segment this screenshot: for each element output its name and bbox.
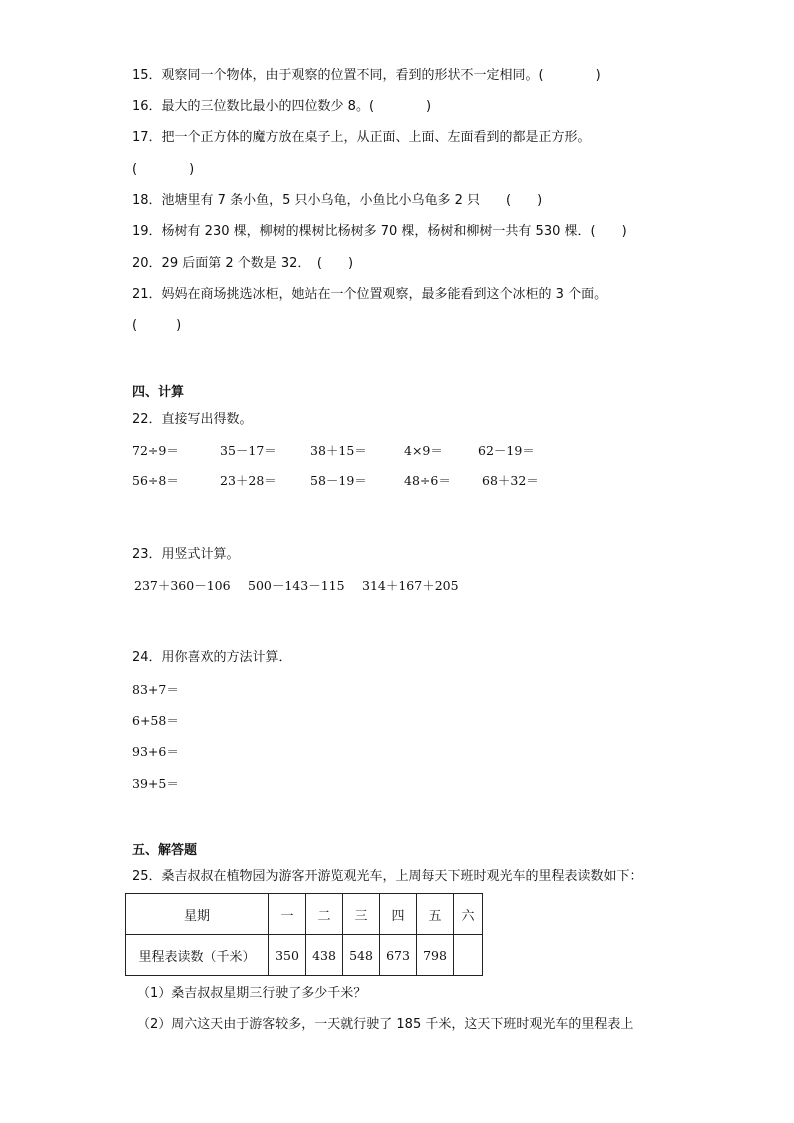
question-21: 21．妈妈在商场挑选冰柜，她站在一个位置观察，最多能看到这个冰柜的 3 个面。 — [132, 287, 608, 302]
q22-item: 23＋28＝ — [220, 473, 277, 488]
table-header-row — [126, 894, 483, 935]
q22-item: 56÷8＝ — [132, 473, 179, 488]
table-value: 798 — [417, 935, 454, 976]
question-25-sub-1: （1）桑吉叔叔星期三行驶了多少千米？ — [137, 986, 367, 1001]
table-day: 六 — [454, 894, 483, 935]
question-25: 25．桑吉叔叔在植物园为游客开游览观光车，上周每天下班时观光车的里程表读数如下： — [132, 869, 643, 884]
q22-row-1 — [132, 442, 552, 460]
question-17: 17．把一个正方体的魔方放在桌子上，从正面、上面、左面看到的都是正方形。 — [132, 130, 591, 145]
question-23: 23．用竖式计算。 — [132, 547, 240, 562]
question-20: 20．29 后面第 2 个数是 32． ( ) — [132, 256, 354, 271]
q24-item: 83+7＝ — [132, 682, 179, 697]
q23-item: 500－143－115 — [248, 578, 345, 593]
table-value: 438 — [306, 935, 343, 976]
q24-item: 39+5＝ — [132, 776, 179, 791]
question-15: 15．观察同一个物体，由于观察的位置不同，看到的形状不一定相同。( ) — [132, 68, 601, 83]
table-day: 二 — [306, 894, 343, 935]
q22-item: 68＋32＝ — [482, 473, 539, 488]
q22-item: 35－17＝ — [220, 443, 277, 458]
section-heading-calc: 四、计算 — [132, 385, 185, 400]
q24-item: 93+6＝ — [132, 744, 179, 759]
question-16: 16．最大的三位数比最小的四位数少 8。( ) — [132, 99, 432, 114]
table-day: 四 — [380, 894, 417, 935]
q22-item: 58－19＝ — [310, 473, 367, 488]
question-19: 19．杨树有 230 棵，柳树的棵树比杨树多 70 棵，杨树和柳树一共有 530 棵．( ) — [132, 224, 627, 239]
q22-item: 72÷9＝ — [132, 443, 179, 458]
table-row — [126, 935, 483, 976]
q23-item: 314＋167＋205 — [362, 578, 459, 593]
mileage-table — [125, 893, 483, 976]
question-24: 24．用你喜欢的方法计算． — [132, 650, 292, 665]
table-value: 548 — [343, 935, 380, 976]
question-17-answer-paren: ( ) — [132, 162, 195, 177]
table-value: 673 — [380, 935, 417, 976]
q22-item: 62－19＝ — [478, 443, 535, 458]
table-row-label: 里程表读数（千米） — [126, 935, 269, 976]
q23-row — [132, 577, 462, 595]
table-value: 350 — [269, 935, 306, 976]
q23-item: 237＋360－106 — [134, 578, 231, 593]
question-18: 18．池塘里有 7 条小鱼，5 只小乌龟，小鱼比小乌龟多 2 只 ( ) — [132, 193, 543, 208]
q22-item: 4×9＝ — [404, 443, 443, 458]
question-25-sub-2: （2）周六这天由于游客较多，一天就行驶了 185 千米，这天下班时观光车的里程表上 — [137, 1017, 634, 1032]
table-day: 五 — [417, 894, 454, 935]
table-day: 一 — [269, 894, 306, 935]
table-value — [454, 935, 483, 976]
question-22: 22．直接写出得数。 — [132, 412, 253, 427]
q22-item: 48÷6＝ — [404, 473, 451, 488]
q22-item: 38＋15＝ — [310, 443, 367, 458]
q22-row-2 — [132, 472, 552, 490]
q24-item: 6+58＝ — [132, 713, 179, 728]
table-header-label: 星期 — [126, 894, 269, 935]
question-21-answer-paren: ( ) — [132, 318, 182, 333]
section-heading-solve: 五、解答题 — [132, 843, 198, 858]
table-day: 三 — [343, 894, 380, 935]
